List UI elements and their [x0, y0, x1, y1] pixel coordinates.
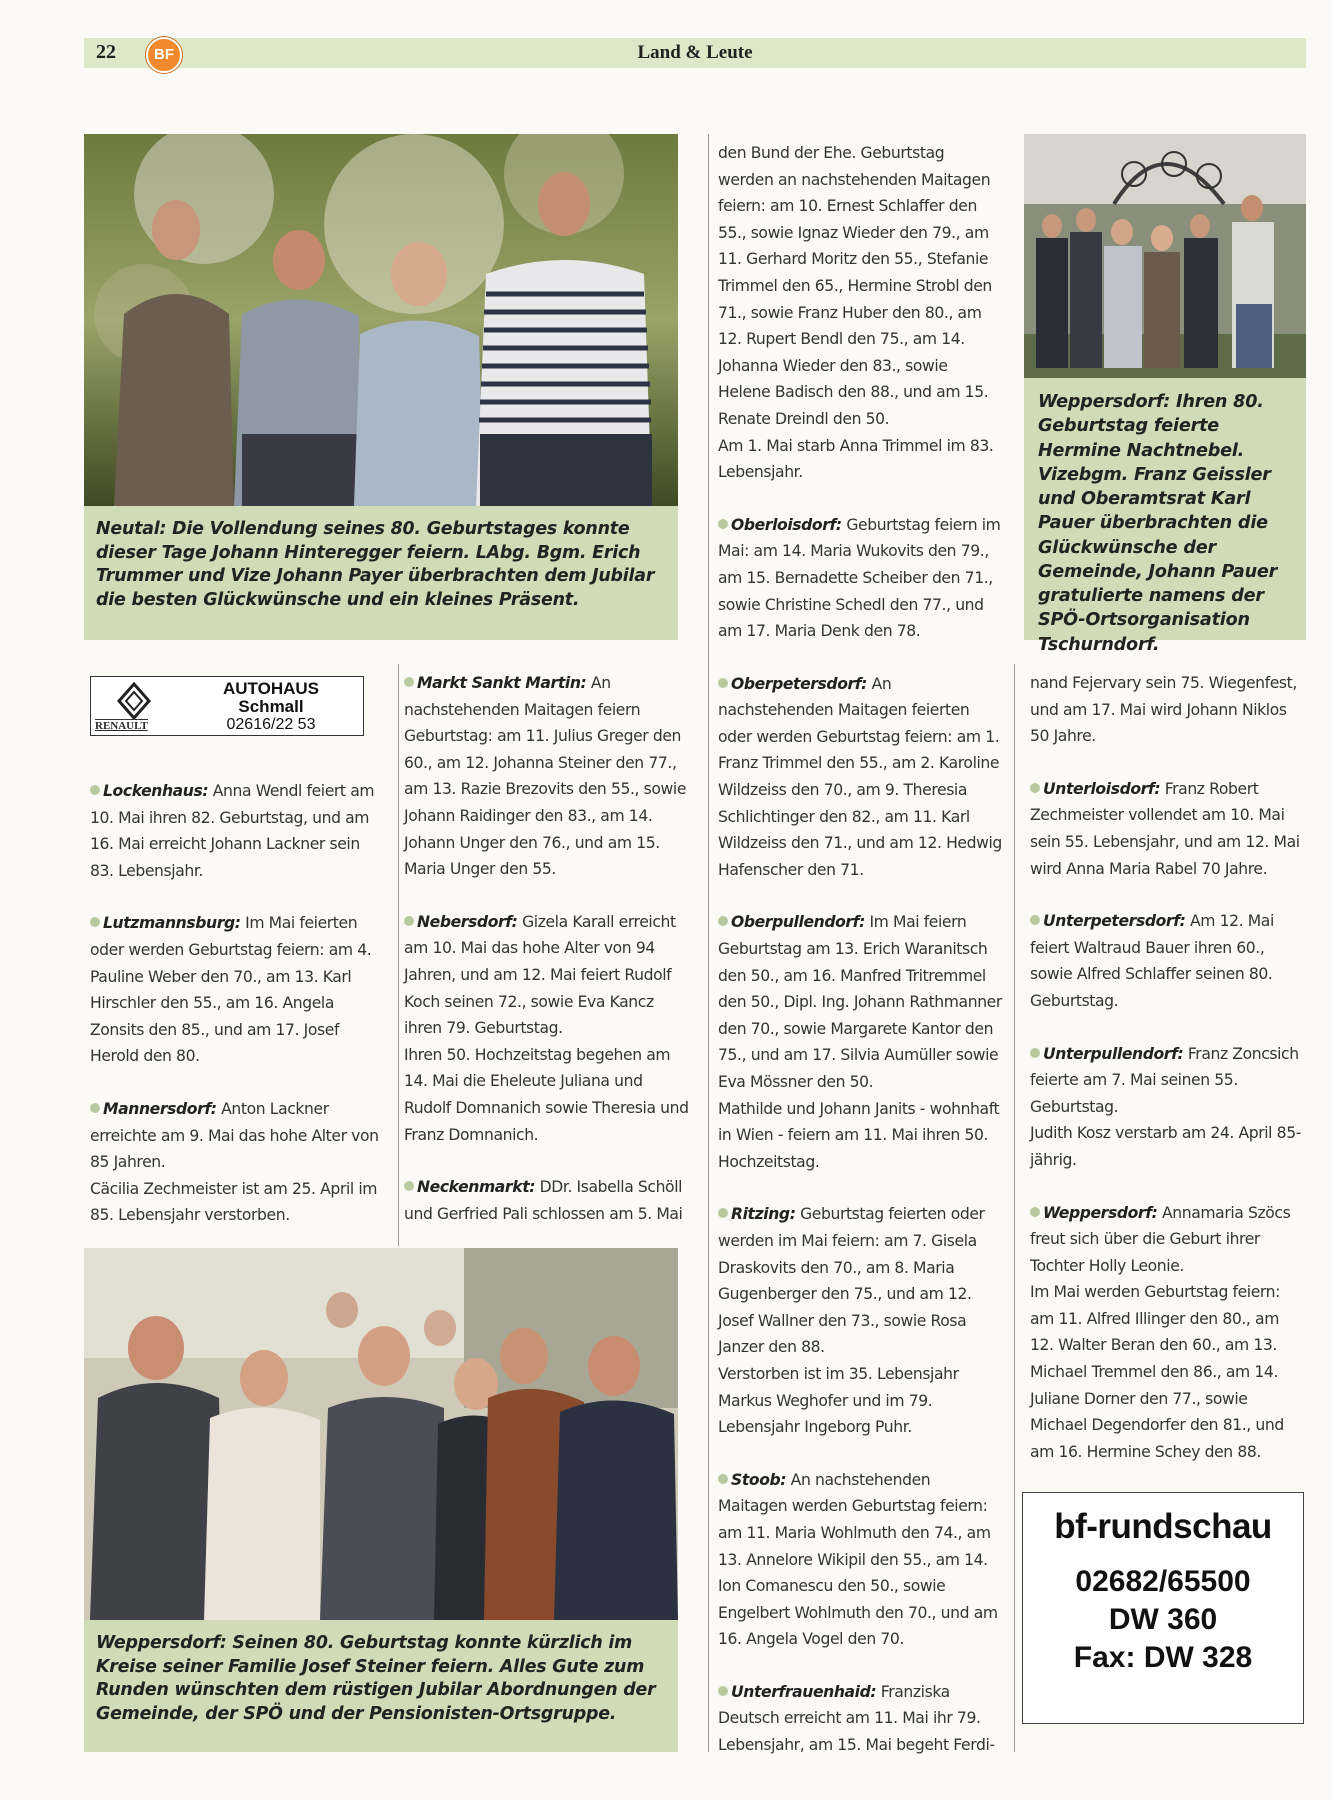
news-item-unterfrauenhaid: Unterfrauenhaid: Franziska Deutsch erreicht am 11. Mai ihr 79. Lebensjahr, am 15. Mai begeht Ferdi- — [718, 1682, 995, 1755]
photo-weppersdorf-right — [1024, 134, 1306, 378]
news-item-oberloisdorf: Oberloisdorf: Geburtstag feiern im Mai: am 14. Maria Wukovits den 79., am 15. Bernadette Scheiber den 71., sowie Christine Schedl den 77., und am 17. Maria Denk den 78. — [718, 515, 1001, 641]
column-divider — [708, 134, 709, 1752]
bullet-icon — [718, 916, 728, 926]
news-item-weppersdorf: Weppersdorf: Annamaria Szöcs freut sich über die Geburt ihrer Tochter Holly Leonie. Im Mai werden Geburtstag feiern: am 11. Alfred Illinger den 80., am 12. Walter Beran den 60., am 13. Michael Tremmel den 86., am 14. Juliane Dorner den 77., sowie Michael Degendorfer den 81., und am 16. Hermine Schey den 88. — [1030, 1203, 1291, 1461]
caption-weppersdorf-bottom: Weppersdorf: Seinen 80. Geburtstag konnte kürzlich im Kreise seiner Familie Josef Steiner feiern. Alles Gute zum Runden wünschten dem rüstigen Jubilar Abordnungen der Gemeinde, der SPÖ und der Pensionisten-Ortsgruppe. — [84, 1620, 678, 1752]
news-item-unterloisdorf: Unterloisdorf: Franz Robert Zechmeister vollendet am 10. Mai sein 55. Lebensjahr, und am 12. Mai wird Anna Maria Rabel 70 Jahre. — [1030, 779, 1300, 878]
news-item-ritzing: Ritzing: Geburtstag feierten oder werden im Mai feiern: am 7. Gisela Draskovits den 70., am 8. Maria Gugenberger den 75., und am 12. Josef Wallner den 73., sowie Rosa Janzer den 88. Verstorben ist im 35. Lebensjahr Markus Weghofer und im 79. Lebensjahr Ingeborg Puhr. — [718, 1205, 985, 1437]
column-2 — [404, 670, 694, 1253]
news-item-continuation: nand Fejervary sein 75. Wiegenfest, und am 17. Mai wird Johann Niklos 50 Jahre. — [1030, 674, 1297, 746]
bullet-icon — [718, 519, 728, 529]
autohaus-name: Schmall — [238, 697, 304, 716]
bullet-icon — [718, 1474, 728, 1484]
news-item-oberpullendorf: Oberpullendorf: Im Mai feiern Geburtstag am 13. Erich Waranitsch den 50., am 16. Manfred Tritremmel den 50., Dipl. Ing. Johann Rathmanner den 70., sowie Margarete Kantor den 75., und am 17. Silvia Aumüller sowie Eva Mössner den 50. Mathilde und Johann Janits - wohnhaft in Wien - feiern am 11. Mai ihren 50. Hochzeitstag. — [718, 913, 1002, 1171]
bullet-icon — [1030, 915, 1040, 925]
column-1 — [90, 778, 380, 1255]
bullet-icon — [718, 1686, 728, 1696]
bullet-icon — [404, 916, 414, 926]
bullet-icon — [1030, 783, 1040, 793]
bullet-icon — [404, 677, 414, 687]
news-item-lutzmannsburg: Lutzmannsburg: Im Mai feierten oder werden Geburtstag feiern: am 4. Pauline Weber den 70., am 13. Karl Hirschler den 55., am 16. Angela Zonsits den 85., und am 17. Josef Herold den 80. — [90, 914, 372, 1066]
news-item-unterpullendorf: Unterpullendorf: Franz Zoncsich feierte am 7. Mai seinen 55. Geburtstag. Judith Kosz verstarb am 24. April 85-jährig. — [1030, 1044, 1301, 1169]
bullet-icon — [718, 1208, 728, 1218]
bullet-icon — [90, 785, 100, 795]
news-item-markt-sankt-martin: Markt Sankt Martin: An nachstehenden Maitagen feiern Geburtstag: am 11. Julius Greger den 60., am 12. Johanna Steiner den 77., am 13. Razie Brezovits den 55., sowie Johann Raidinger den 83., am 14. Johann Unger den 76., und am 15. Maria Unger den 55. — [404, 674, 687, 879]
bf-rundschau-phone: 02682/65500 — [1075, 1565, 1251, 1598]
news-item-continuation: den Bund der Ehe. Geburtstag werden an nachstehenden Maitagen feiern: am 10. Ernest Schlaffer den 55., sowie Ignaz Wieder den 79., am 11. Gerhard Moritz den 55., Stefanie Trimmel den 65., Hermine Strobl den 71., sowie Franz Huber den 80., am 12. Rupert Bendl den 75., am 14. Johanna Wieder den 83., sowie Helene Badisch den 88., und am 15. Renate Dreindl den 50. Am 1. Mai starb Anna Trimmel im 83. Lebensjahr. — [718, 144, 994, 482]
news-item-nebersdorf: Nebersdorf: Gizela Karall erreicht am 10. Mai das hohe Alter von 94 Jahren, und am 12. Mai feiert Rudolf Koch seinen 72., sowie Eva Kancz ihren 79. Geburtstag. Ihren 50. Hochzeitstag begehen am 14. Mai die Eheleute Juliana und Rudolf Domnanich sowie Theresia und Franz Domnanich. — [404, 912, 689, 1144]
photo-weppersdorf-bottom — [84, 1248, 678, 1620]
bf-logo: BF — [146, 37, 182, 73]
news-item-oberpetersdorf: Oberpetersdorf: An nachstehenden Maitagen feierten oder werden Geburtstag feiern: am 1. Franz Trimmel den 55., am 2. Karoline Wildzeiss den 70., am 9. Theresia Schlichtinger den 82., am 11. Karl Wildzeiss den 71., und am 12. Hedwig Hafenscher den 71. — [718, 674, 1002, 879]
bf-rundschau-dw: DW 360 — [1108, 1603, 1218, 1636]
column-divider — [1014, 664, 1015, 1752]
news-item-lockenhaus: Lockenhaus: Anna Wendl feiert am 10. Mai ihren 82. Geburtstag, und am 16. Mai erreicht Johann Lackner sein 83. Lebensjahr. — [90, 782, 375, 880]
news-item-unterpetersdorf: Unterpetersdorf: Am 12. Mai feiert Waltraud Bauer ihren 60., sowie Alfred Schlaffer seinen 80. Geburtstag. — [1030, 912, 1274, 1010]
column-divider — [398, 664, 399, 1246]
autohaus-title: AUTOHAUS — [222, 679, 320, 698]
bf-rundschau-title: bf-rundschau — [1054, 1507, 1272, 1546]
news-item-mannersdorf: Mannersdorf: Anton Lackner erreichte am 9. Mai das hohe Alter von 85 Jahren. Cäcilia Zechmeister ist am 25. April im 85. Lebensjahr verstorben. — [90, 1099, 379, 1225]
section-title: Land & Leute — [637, 42, 753, 63]
news-item-neckenmarkt: Neckenmarkt: DDr. Isabella Schöll und Gerfried Pali schlossen am 5. Mai — [404, 1178, 683, 1223]
column-3 — [718, 140, 1003, 1785]
bullet-icon — [404, 1181, 414, 1191]
bf-rundschau-ad — [1022, 1492, 1304, 1724]
news-item-stoob: Stoob: An nachstehenden Maitagen werden Geburtstag feiern: am 11. Maria Wohlmuth den 74., am 13. Annelore Wikipil den 55., am 14. Ion Comanescu den 50., sowie Engelbert Wohlmuth den 70., und am 16. Angela Vogel den 70. — [718, 1470, 998, 1649]
bullet-icon — [1030, 1048, 1040, 1058]
bf-rundschau-fax: Fax: DW 328 — [1073, 1641, 1253, 1674]
autohaus-ad — [90, 676, 364, 736]
autohaus-phone: 02616/22 53 — [226, 716, 316, 733]
column-4 — [1030, 670, 1302, 1491]
renault-brand-text: RENAULT — [95, 720, 148, 732]
caption-neutal: Neutal: Die Vollendung seines 80. Geburtstages konnte dieser Tage Johann Hinteregger feiern. LAbg. Bgm. Erich Trummer und Vize Johann Payer überbrachten dem Jubilar die besten Glückwünsche und ein kleines Präsent. — [84, 506, 678, 640]
photo-neutal — [84, 134, 678, 506]
bullet-icon — [1030, 1207, 1040, 1217]
bullet-icon — [718, 678, 728, 688]
page-number: 22 — [96, 41, 116, 63]
page-header — [84, 38, 1306, 68]
bullet-icon — [90, 917, 100, 927]
caption-weppersdorf-right: Weppersdorf: Ihren 80. Geburtstag feierte Hermine Nachtnebel. Vizebgm. Franz Geissler und Oberamtsrat Karl Pauer überbrachten die Glückwünsche der Gemeinde, Johann Pauer gratulierte namens der SPÖ-Ortsorganisation Tschurndorf. — [1024, 378, 1306, 640]
bullet-icon — [90, 1103, 100, 1113]
